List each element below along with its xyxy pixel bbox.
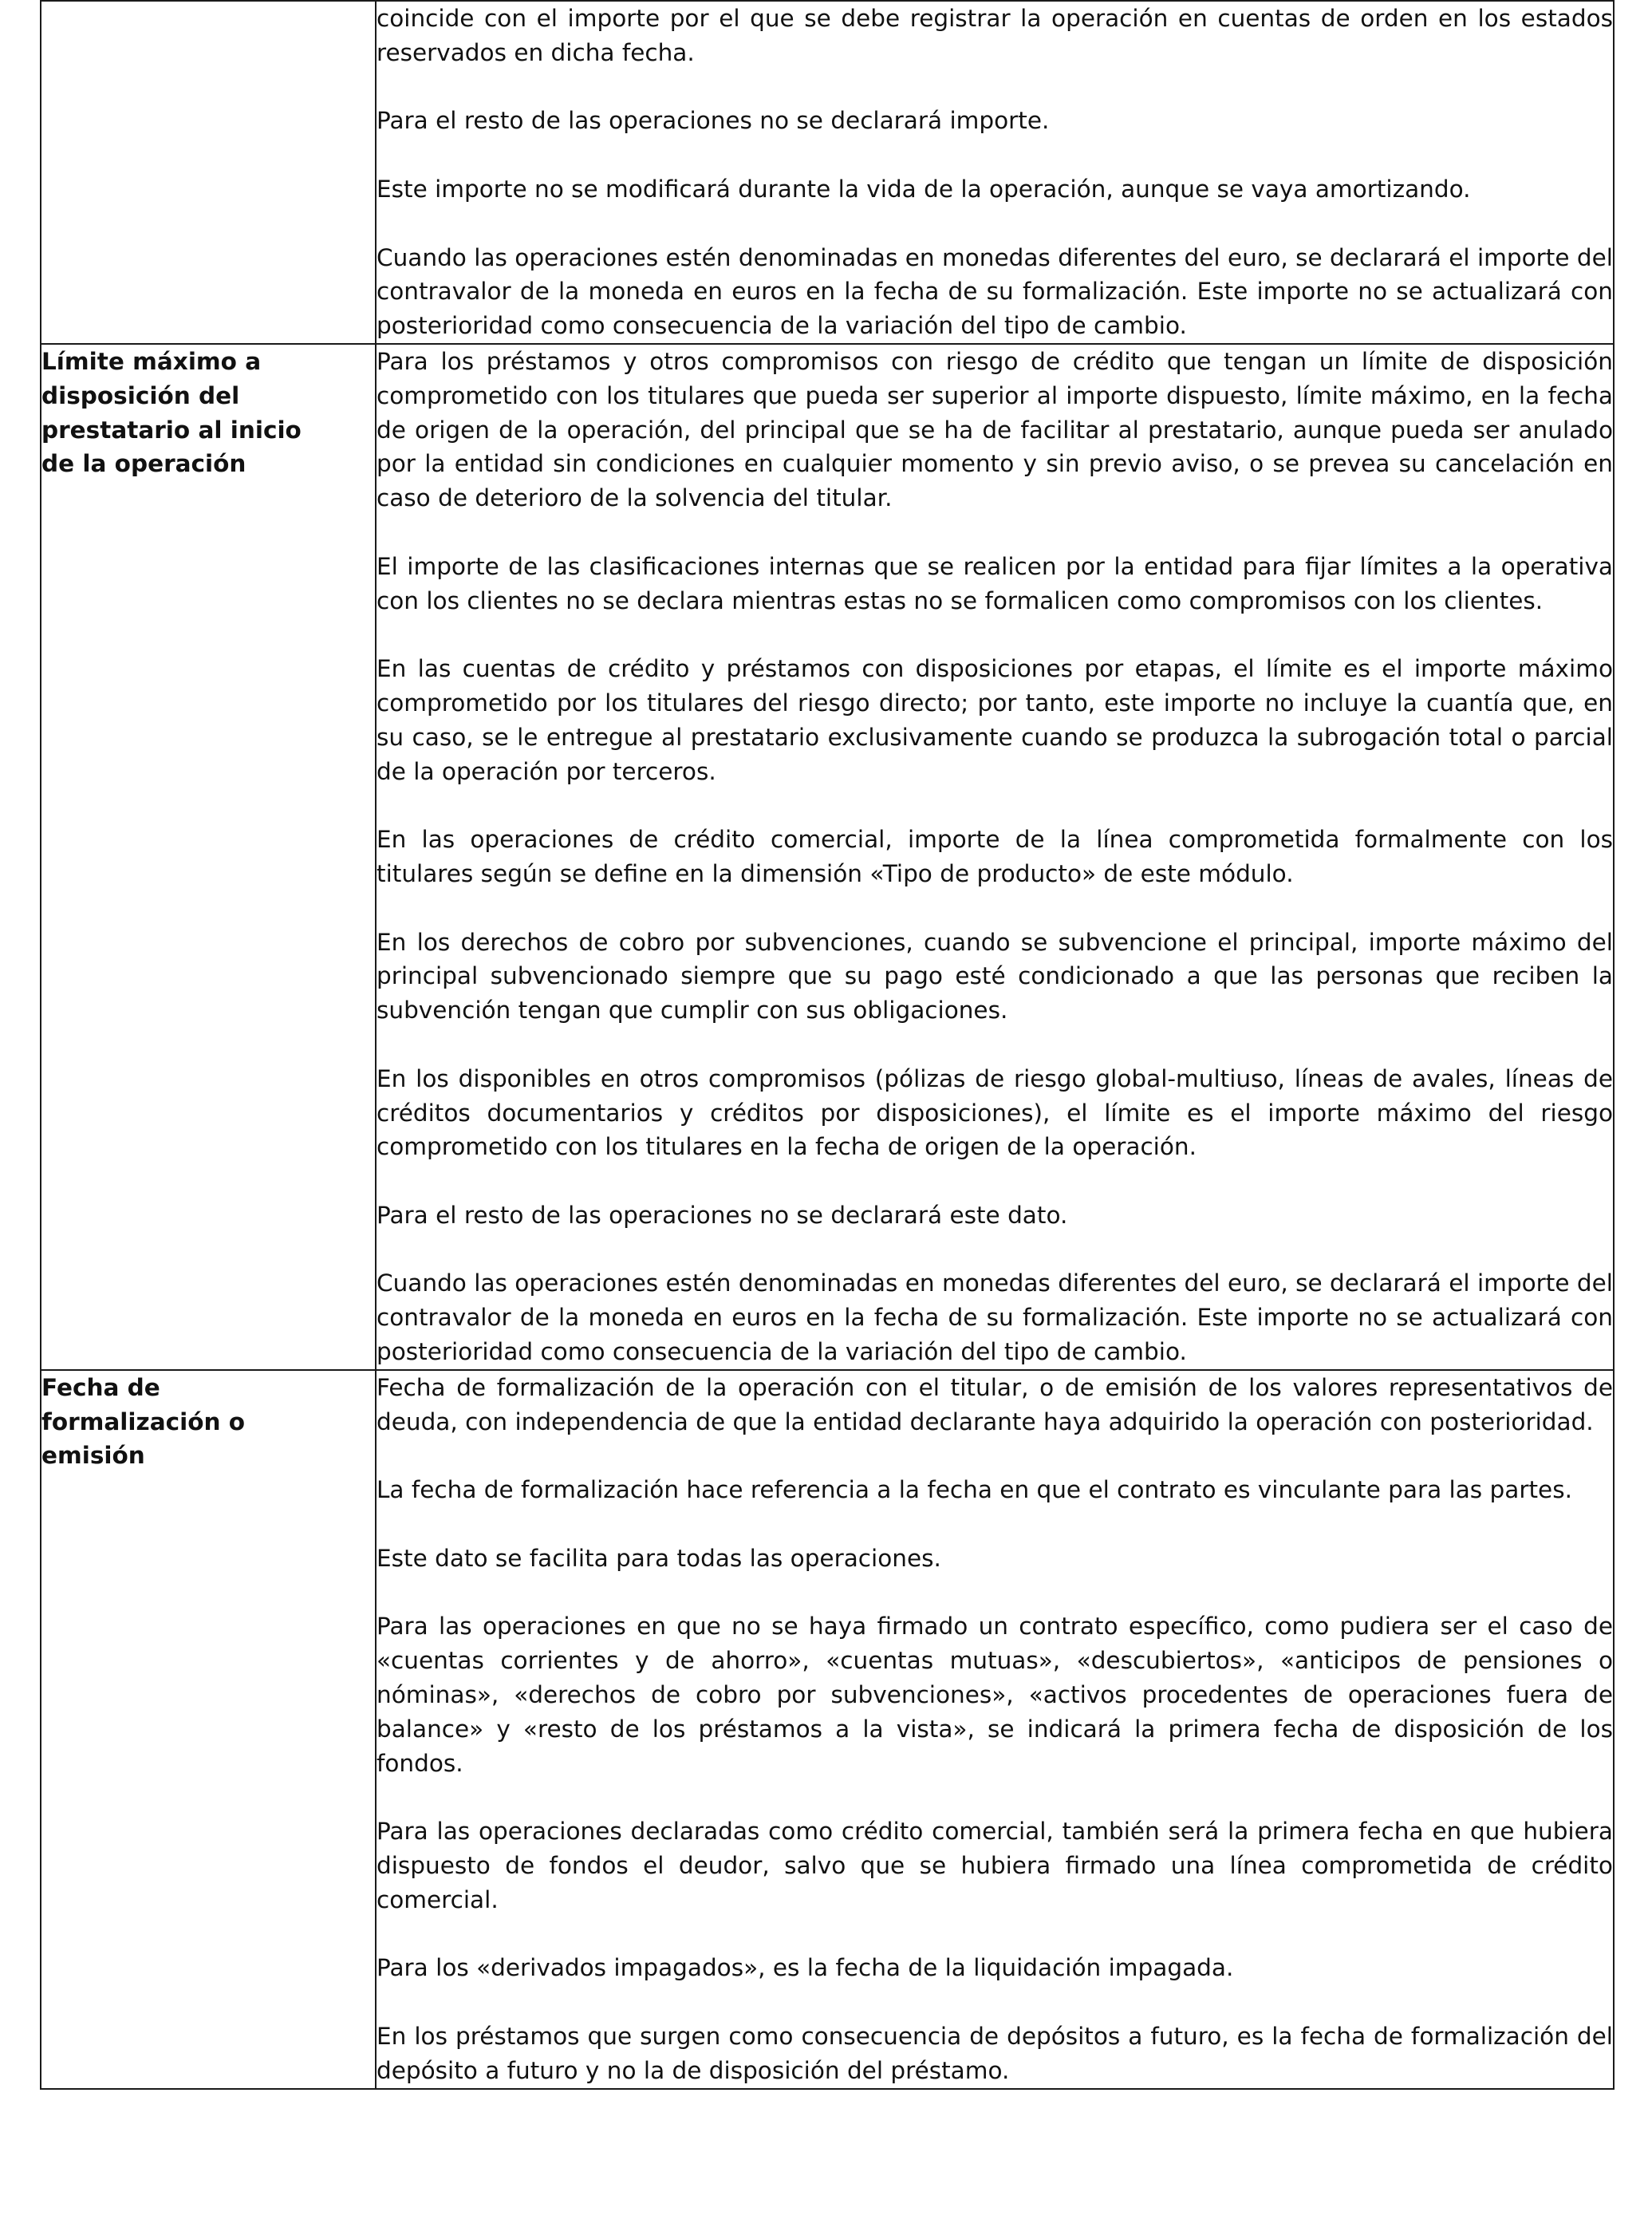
paragraph: Fecha de formalización de la operación con el titular, o de emisión de los valores representativos de deuda, con independencia de que la entidad declarante haya adquirido la operación con posterioridad. xyxy=(377,1373,1613,1435)
description-cell xyxy=(376,1370,1614,2089)
table-row xyxy=(41,344,1614,1370)
paragraph: En las operaciones de crédito comercial, importe de la línea comprometida formalmente con los titulares según se define en la dimensión «Tipo de producto» de este módulo. xyxy=(377,826,1613,887)
paragraph: Para los préstamos y otros compromisos con riesgo de crédito que tengan un límite de disposición comprometido con los titulares que pueda ser superior al importe dispuesto, límite máximo, en la fecha de origen de la operación, del principal que se ha de facilitar al prestatario, aunque pueda ser anulado por la entidad sin condiciones en cualquier momento y sin previo aviso, o se prevea su cancelación en caso de deterioro de la solvencia del titular. xyxy=(377,347,1613,512)
paragraph: coincide con el importe por el que se debe registrar la operación en cuentas de orden en los estados reservados en dicha fecha. xyxy=(377,5,1613,66)
document-page xyxy=(40,0,1613,2210)
paragraph: Para los «derivados impagados», es la fecha de la liquidación impagada. xyxy=(377,1954,1234,1982)
paragraph: Para las operaciones declaradas como crédito comercial, también será la primera fecha en que hubiera dispuesto de fondos el deudor, salvo que se hubiera firmado una línea comprometida de crédito comercial. xyxy=(377,1818,1613,1913)
paragraph: Este dato se facilita para todas las operaciones. xyxy=(377,1544,941,1572)
paragraph: En las cuentas de crédito y préstamos con disposiciones por etapas, el límite es el importe máximo comprometido por los titulares del riesgo directo; por tanto, este importe no incluye la cuantía que, en su caso, se le entregue al prestatario exclusivamente cuando se produzca la subrogación total o parcial de la operación por terceros. xyxy=(377,655,1613,785)
paragraph: Cuando las operaciones estén denominadas en monedas diferentes del euro, se declarará el importe del contravalor de la moneda en euros en la fecha de su formalización. Este importe no se actualizará con posterioridad como consecuencia de la variación del tipo de cambio. xyxy=(377,1269,1613,1366)
description-cell xyxy=(376,344,1614,1370)
term-cell xyxy=(41,344,376,1370)
paragraph: Cuando las operaciones estén denominadas en monedas diferentes del euro, se declarará el importe del contravalor de la moneda en euros en la fecha de su formalización. Este importe no se actualizará con posterioridad como consecuencia de la variación del tipo de cambio. xyxy=(377,243,1613,340)
term-cell xyxy=(41,1,376,344)
term-cell xyxy=(41,1370,376,2089)
paragraph: En los préstamos que surgen como consecuencia de depósitos a futuro, es la fecha de formalización del depósito a futuro y no la de disposición del préstamo. xyxy=(377,2023,1613,2084)
paragraph: El importe de las clasificaciones internas que se realicen por la entidad para fijar límites a la operativa con los clientes no se declara mientras estas no se formalicen como compromisos con los clientes. xyxy=(377,552,1613,614)
table-row xyxy=(41,1,1614,344)
description-cell xyxy=(376,1,1614,344)
paragraph: Para el resto de las operaciones no se declarará importe. xyxy=(377,107,1050,135)
term-label: Límite máximo a disposición del prestatario al inicio de la operación xyxy=(41,347,302,478)
paragraph: La fecha de formalización hace referencia a la fecha en que el contrato es vinculante para las partes. xyxy=(377,1476,1572,1504)
paragraph: En los disponibles en otros compromisos (pólizas de riesgo global-multiuso, líneas de avales, líneas de créditos documentarios y créditos por disposiciones), el límite es el importe máximo del riesgo comprometido con los titulares en la fecha de origen de la operación. xyxy=(377,1064,1613,1161)
paragraph: Este importe no se modificará durante la vida de la operación, aunque se vaya amortizando. xyxy=(377,175,1471,203)
table-row xyxy=(41,1370,1614,2089)
paragraph: Para el resto de las operaciones no se declarará este dato. xyxy=(377,1201,1068,1229)
definitions-table xyxy=(40,0,1615,2090)
term-label: Fecha de formalización o emisión xyxy=(41,1373,245,1470)
paragraph: En los derechos de cobro por subvenciones, cuando se subvencione el principal, importe máximo del principal subvencionado siempre que su pago esté condicionado a que las personas que reciben la subvención tengan que cumplir con sus obligaciones. xyxy=(377,928,1613,1025)
paragraph: Para las operaciones en que no se haya firmado un contrato específico, como pudiera ser el caso de «cuentas corrientes y de ahorro», «cuentas mutuas», «descubiertos», «anticipos de pensiones o nóminas», «derechos de cobro por subvenciones», «activos procedentes de operaciones fuera de balance» y «resto de los préstamos a la vista», se indicará la primera fecha de disposición de los fondos. xyxy=(377,1613,1613,1777)
